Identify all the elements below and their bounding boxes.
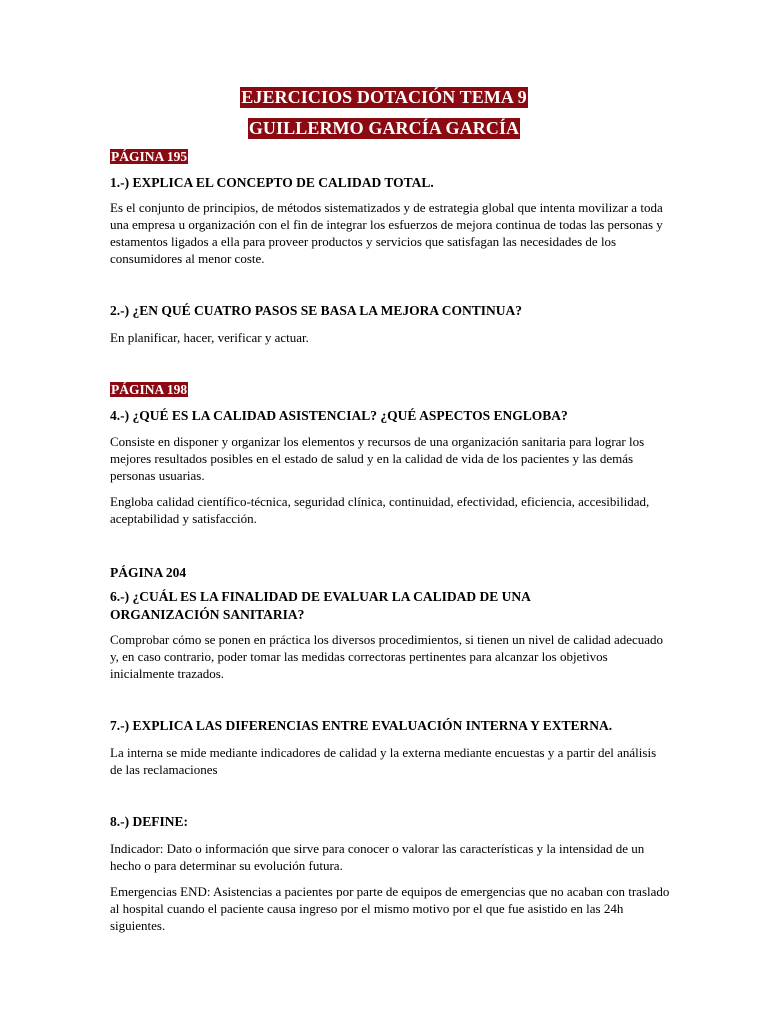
document-title-line — [0, 87, 768, 108]
section-label: PÁGINA 195 — [111, 149, 188, 164]
question-7-heading: 7.-) EXPLICA LAS DIFERENCIAS ENTRE EVALUACIÓN INTERNA Y EXTERNA. — [110, 718, 613, 733]
section-heading-page-204 — [110, 564, 186, 581]
question-8-definition-emergencias: Emergencias END: Asistencias a pacientes por parte de equipos de emergencias que no acaban con traslado al hospital cuando el paciente causa ingreso por el mismo motivo por el que fue asistido en las 24h siguientes. — [110, 884, 670, 933]
question-6-heading: 6.-) ¿CUÁL ES LA FINALIDAD DE EVALUAR LA CALIDAD DE UNA ORGANIZACIÓN SANITARIA? — [110, 589, 531, 622]
document-author: GUILLERMO GARCÍA GARCÍA — [248, 118, 520, 138]
section-label: PÁGINA 198 — [111, 382, 188, 397]
question-8-heading: 8.-) DEFINE: — [110, 814, 188, 829]
question-8-definition-indicador: Indicador: Dato o información que sirve para conocer o valorar las características y la intensidad de un hecho o para determinar su evolución futura. — [110, 841, 645, 873]
question-4-answer-aspects: Engloba calidad científico-técnica, seguridad clínica, continuidad, efectividad, eficiencia, accesibilidad, aceptabilidad y satisfacción. — [110, 494, 650, 526]
question-1-heading: 1.-) EXPLICA EL CONCEPTO DE CALIDAD TOTAL. — [110, 175, 434, 190]
question-6-answer: Comprobar cómo se ponen en práctica los diversos procedimientos, si tienen un nivel de calidad adecuado y, en caso contrario, poder tomar las medidas correctoras pertinentes para alcanzar los objetivos inicialmente trazados. — [110, 632, 664, 681]
question-4-answer-definition: Consiste en disponer y organizar los elementos y recursos de una organización sanitaria para lograr los mejores resultados posibles en el estado de salud y en la calidad de vida de los pacientes y las demás personas usuarias. — [110, 434, 645, 483]
section-label: PÁGINA 204 — [110, 565, 187, 580]
question-1-answer: Es el conjunto de principios, de métodos sistematizados y de estrategia global que intenta movilizar a toda una empresa u organización con el fin de integrar los esfuerzos de mejora continua de todas las personas y estamentos ligados a ella para proveer productos y servicios que satisfagan las necesidades de los consumidores al menor coste. — [110, 200, 663, 266]
document-title: EJERCICIOS DOTACIÓN TEMA 9 — [241, 87, 527, 107]
question-7-answer: La interna se mide mediante indicadores de calidad y la externa mediante encuestas y a partir del análisis de las reclamaciones — [110, 745, 657, 777]
question-4-heading: 4.-) ¿QUÉ ES LA CALIDAD ASISTENCIAL? ¿QUÉ ASPECTOS ENGLOBA? — [110, 408, 568, 423]
question-2-answer: En planificar, hacer, verificar y actuar. — [110, 330, 309, 345]
question-2-heading: 2.-) ¿EN QUÉ CUATRO PASOS SE BASA LA MEJORA CONTINUA? — [110, 303, 523, 318]
document-author-line — [0, 118, 768, 139]
section-heading-page-195 — [110, 148, 188, 165]
section-heading-page-198 — [110, 381, 188, 398]
